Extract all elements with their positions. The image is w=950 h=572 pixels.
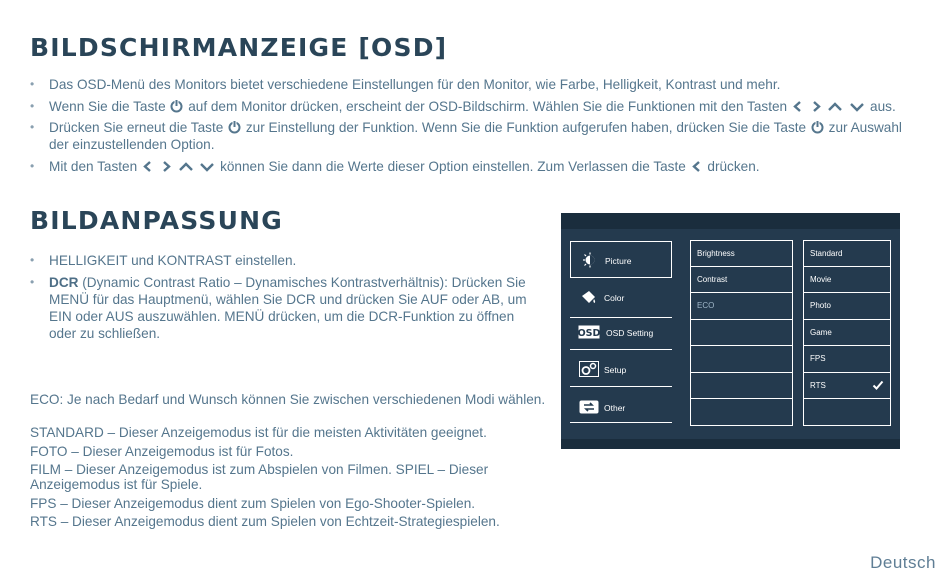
bullet-text: Wenn Sie die Taste xyxy=(49,98,166,114)
osd-bullet-list xyxy=(30,76,910,179)
option-cell: FPS xyxy=(803,346,891,373)
mode-descriptions xyxy=(30,426,500,534)
option-cell: Standard xyxy=(803,240,891,267)
submenu-cell xyxy=(690,373,793,400)
submenu-cell xyxy=(690,346,793,373)
power-icon xyxy=(811,120,824,134)
bullet-text: aus. xyxy=(870,98,896,114)
list-item xyxy=(30,119,910,153)
option-cell: Movie xyxy=(803,267,891,294)
option-label: RTS xyxy=(810,380,826,390)
submenu-cell xyxy=(690,320,793,347)
bullet-text: zur Auswahl der einzustellenden Option. xyxy=(49,120,902,153)
menu-item-setup xyxy=(570,351,672,388)
chevron-left-icon xyxy=(792,100,804,113)
list-item xyxy=(30,274,530,342)
submenu-cell: ECO xyxy=(690,293,793,320)
list-item xyxy=(30,98,910,115)
menu-item-osd-setting xyxy=(570,314,672,351)
option-cell: Game xyxy=(803,320,891,347)
power-icon xyxy=(228,120,241,134)
menu-item-color xyxy=(570,279,672,316)
bullet-text: HELLIGKEIT und KONTRAST einstellen. xyxy=(49,253,297,268)
mode-line: FILM – Dieser Anzeigemodus ist zum Abspielen von Filmen. SPIEL – Dieser Anzeigemodus ist für Spiele. xyxy=(30,462,489,492)
dcr-label: DCR xyxy=(49,274,79,290)
section-title-bildanpassung: BILDANPASSUNG xyxy=(30,206,283,235)
osd-bottom-bar xyxy=(561,439,900,449)
bullet-text: Das OSD-Menü des Monitors bietet verschiedene Einstellungen für den Monitor, wie Farbe, Helligkeit, Kontrast und mehr. xyxy=(49,77,781,92)
submenu-cell: Contrast xyxy=(690,267,793,294)
submenu-cell: Brightness xyxy=(690,240,793,267)
eco-text: : Je nach Bedarf und Wunsch können Sie zwischen verschiedenen Modi wählen. xyxy=(59,392,546,407)
chevron-up-icon xyxy=(827,101,843,113)
picture-icon xyxy=(580,252,600,268)
osd-top-bar xyxy=(561,213,900,229)
setup-gears-icon xyxy=(579,361,599,377)
bullet-text: Mit den Tasten xyxy=(49,158,138,174)
chevron-down-icon xyxy=(199,161,215,173)
osd-icon xyxy=(578,325,600,339)
option-cell xyxy=(803,399,891,426)
menu-label: Picture xyxy=(605,256,632,266)
bildanpassung-bullet-list xyxy=(30,252,530,346)
color-icon xyxy=(579,289,599,305)
osd-badge-text: OSD xyxy=(578,328,600,339)
chevron-up-icon xyxy=(178,161,194,173)
mode-line: FOTO – Dieser Anzeigemodus ist für Fotos. xyxy=(30,443,294,459)
osd-submenu-column xyxy=(690,240,793,426)
list-item xyxy=(30,76,910,93)
bullet-text: Drücken Sie erneut die Taste xyxy=(49,120,224,136)
bullet-text: auf dem Monitor drücken, erscheint der OSD-Bildschirm. Wählen Sie die Funktionen mit den Tasten xyxy=(188,98,788,114)
menu-label: Setup xyxy=(604,365,627,375)
chevron-left-icon xyxy=(142,160,154,173)
section-title-osd: BILDSCHIRMANZEIGE [OSD] xyxy=(30,33,448,62)
submenu-cell xyxy=(690,399,793,426)
checkmark-icon xyxy=(872,379,884,391)
mode-line: RTS – Dieser Anzeigemodus dient zum Spielen von Echtzeit-Strategiespielen. xyxy=(30,514,500,530)
footer-language: Deutsch xyxy=(870,553,936,572)
mode-line: FPS – Dieser Anzeigemodus dient zum Spielen von Ego-Shooter-Spielen. xyxy=(30,495,476,511)
option-cell: Photo xyxy=(803,293,891,320)
chevron-left-icon xyxy=(691,160,703,173)
menu-item-other xyxy=(570,389,672,426)
osd-menu-illustration xyxy=(561,213,900,449)
mode-line: STANDARD – Dieser Anzeigemodus ist für die meisten Aktivitäten geeignet. xyxy=(30,425,487,440)
chevron-right-icon xyxy=(160,160,172,173)
power-icon xyxy=(170,99,183,113)
list-item xyxy=(30,158,910,175)
option-cell-rts xyxy=(803,373,891,400)
menu-label: Color xyxy=(604,293,625,303)
eco-paragraph xyxy=(30,393,545,408)
other-arrows-icon xyxy=(579,399,599,415)
menu-label: OSD Setting xyxy=(606,328,654,338)
chevron-right-icon xyxy=(810,100,822,113)
osd-options-column xyxy=(803,240,891,426)
bullet-text: können Sie dann die Werte dieser Option einstellen. Zum Verlassen die Taste xyxy=(220,158,686,174)
menu-label: Other xyxy=(604,403,626,413)
chevron-down-icon xyxy=(849,101,865,113)
menu-item-picture xyxy=(570,241,672,278)
eco-label: ECO xyxy=(30,392,60,407)
bullet-text: zur Einstellung der Funktion. Wenn Sie die Funktion aufgerufen haben, drücken Sie die Taste xyxy=(245,120,807,136)
list-item xyxy=(30,252,530,269)
bullet-text: drücken. xyxy=(707,158,760,174)
bullet-text: (Dynamic Contrast Ratio – Dynamisches Kontrastverhältnis): Drücken Sie MENÜ für das Hauptmenü, wählen Sie DCR und drücken Sie AUF oder AB, um EIN oder AUS auszuwählen. MENÜ drücken, um die DCR-Funktion zu öffnen oder zu schließen. xyxy=(49,274,527,341)
